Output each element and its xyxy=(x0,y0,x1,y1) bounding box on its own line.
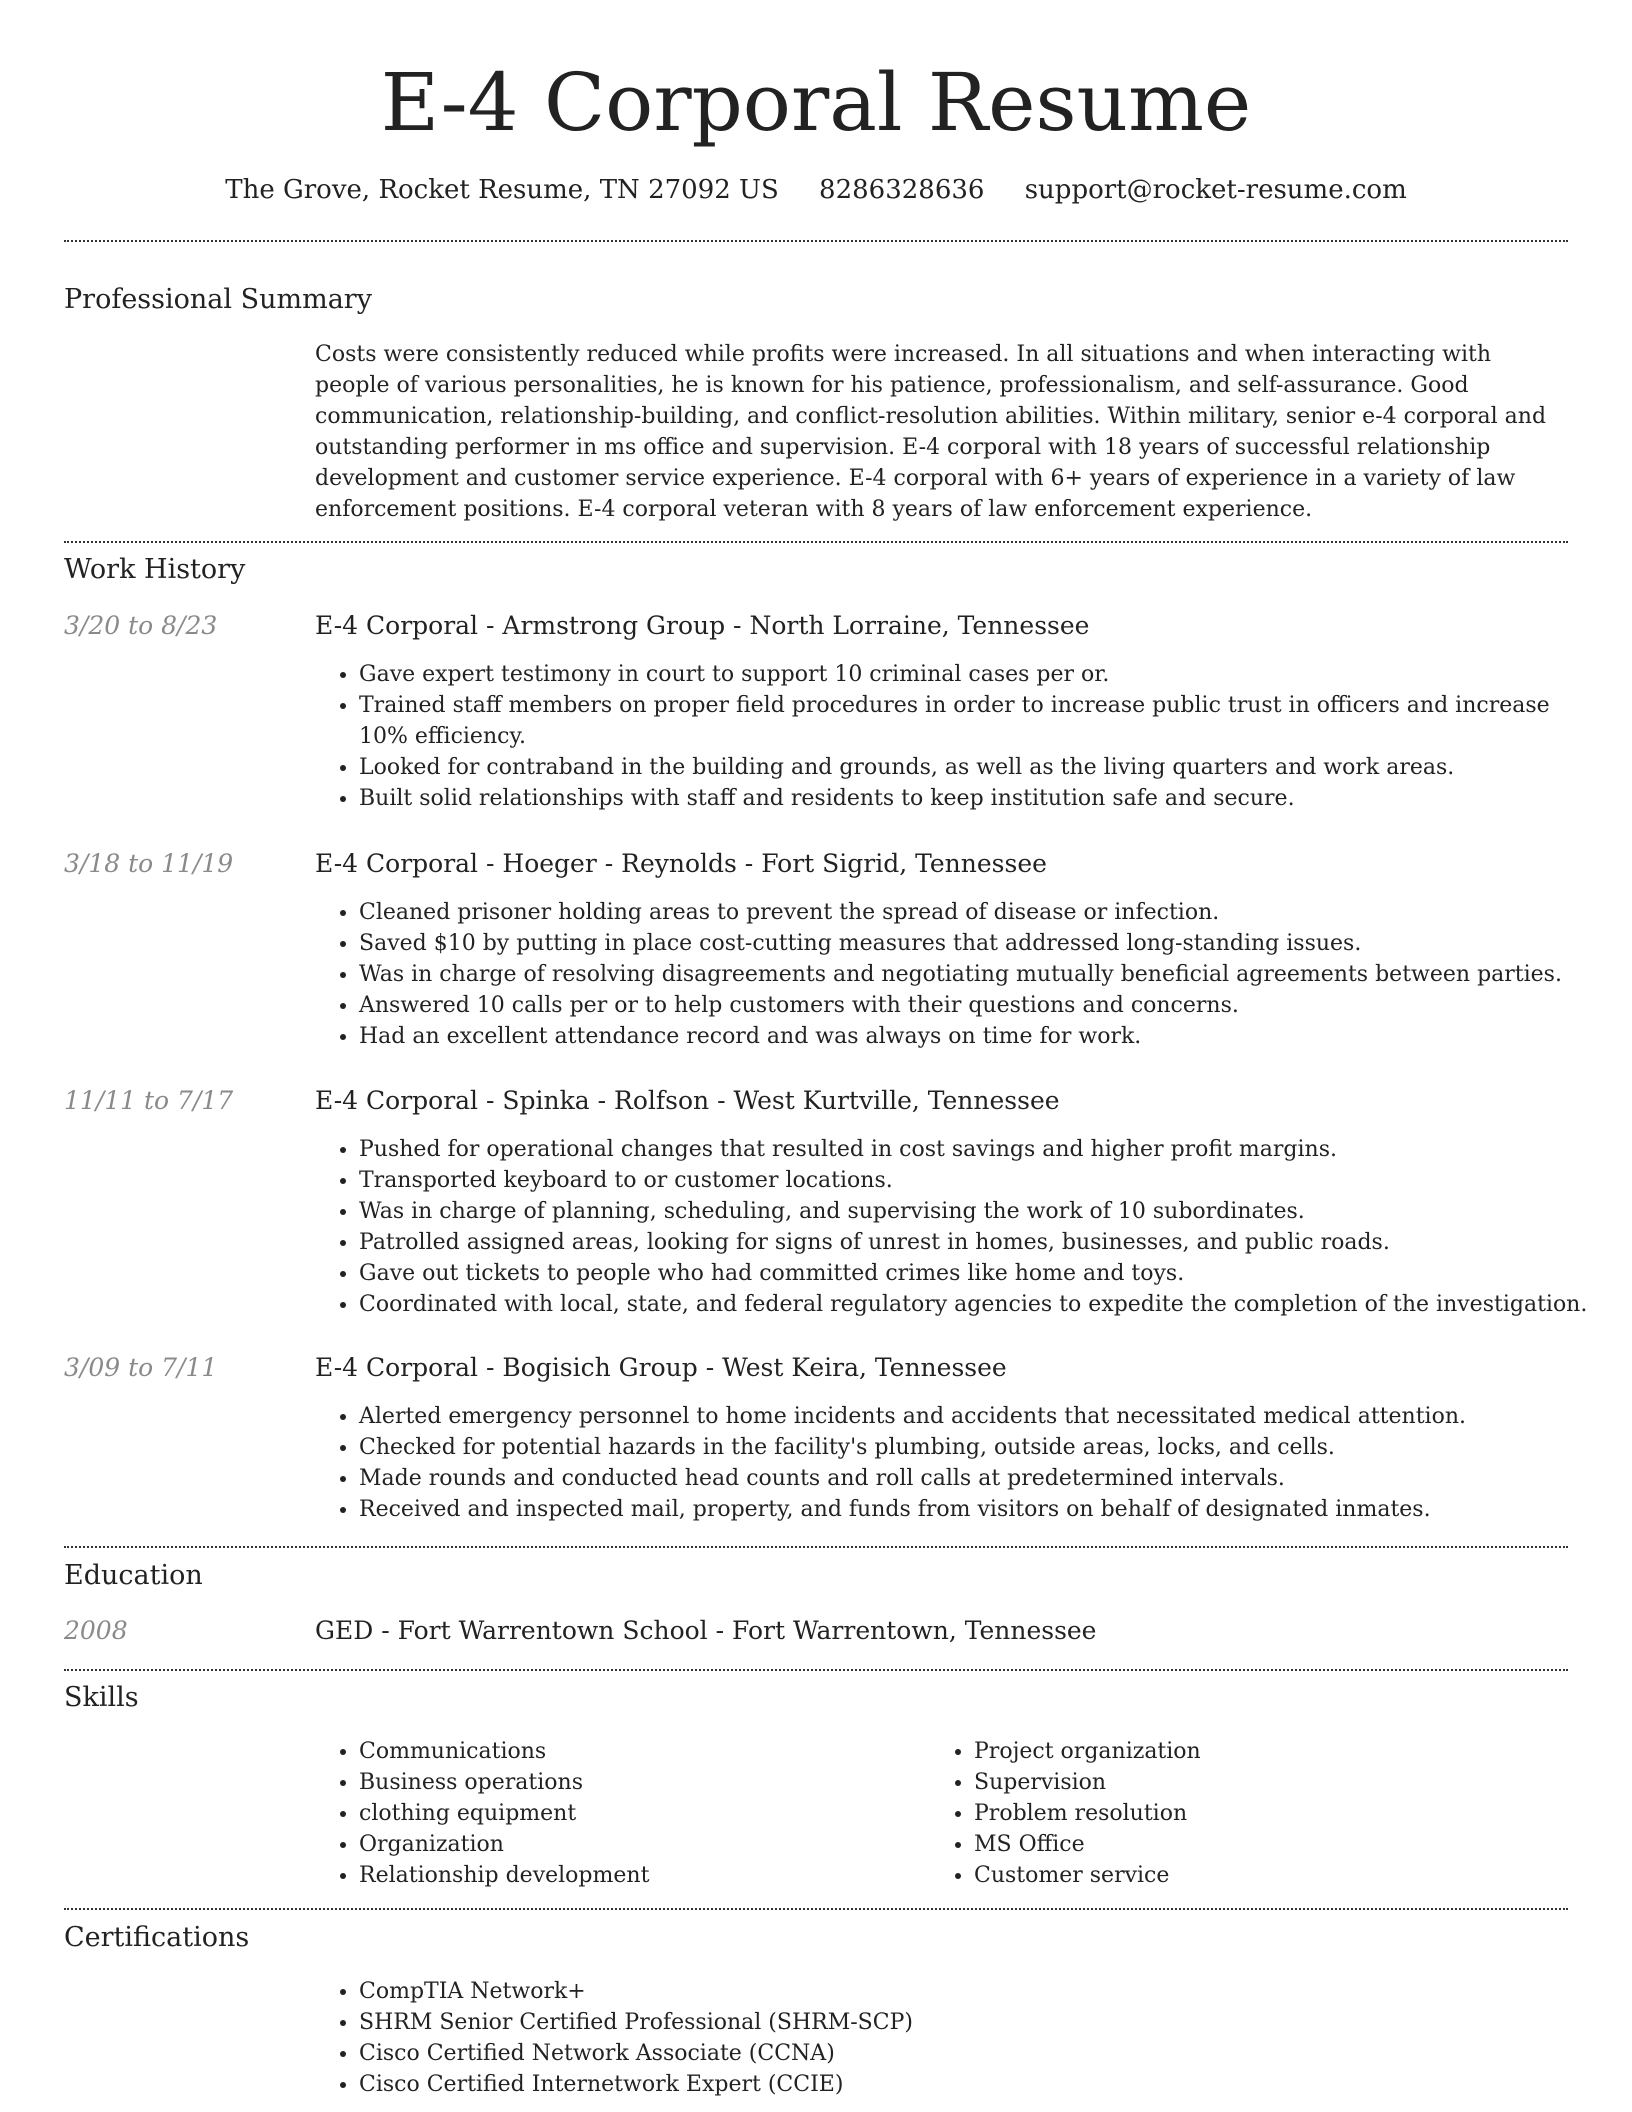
certification-item: • CompTIA Network+ xyxy=(359,1976,1599,2007)
job-bullet: • Had an excellent attendance record and was always on time for work. xyxy=(359,1021,1599,1052)
skill-item: • Problem resolution xyxy=(974,1798,1534,1829)
job-title: E-4 Corporal - Spinka - Rolfson - West Kurtville, Tennessee xyxy=(315,1086,1060,1115)
education-heading: Education xyxy=(64,1560,203,1591)
job-title: E-4 Corporal - Armstrong Group - North Lorraine, Tennessee xyxy=(315,611,1090,640)
certifications-list xyxy=(315,1976,1599,2100)
job-bullet: • Received and inspected mail, property, and funds from visitors on behalf of designated inmates. xyxy=(359,1494,1599,1525)
job-bullets xyxy=(315,1401,1599,1525)
skills-list-left xyxy=(315,1736,919,1891)
skill-item: • Communications xyxy=(359,1736,919,1767)
job-bullet: • Gave expert testimony in court to support 10 criminal cases per or. xyxy=(359,659,1599,690)
skill-item: • Customer service xyxy=(974,1860,1534,1891)
job-bullet: • Transported keyboard to or customer locations. xyxy=(359,1165,1599,1196)
section-divider xyxy=(64,1546,1568,1548)
skill-item: • MS Office xyxy=(974,1829,1534,1860)
job-bullets xyxy=(315,897,1599,1052)
section-divider xyxy=(64,1669,1568,1671)
section-divider xyxy=(64,240,1568,242)
skills-list-right xyxy=(930,1736,1534,1891)
job-dates: 3/09 to 7/11 xyxy=(64,1353,218,1382)
job-bullet: • Answered 10 calls per or to help customers with their questions and concerns. xyxy=(359,990,1599,1021)
certification-item: • Cisco Certified Network Associate (CCNA) xyxy=(359,2038,1599,2069)
education-title: GED - Fort Warrentown School - Fort Warrentown, Tennessee xyxy=(315,1616,1097,1645)
work-history-heading: Work History xyxy=(64,554,246,585)
contact-email: support@rocket-resume.com xyxy=(1024,175,1407,205)
section-divider xyxy=(64,541,1568,543)
section-divider xyxy=(64,1908,1568,1910)
contact-phone: 8286328636 xyxy=(819,175,985,205)
job-title: E-4 Corporal - Bogisich Group - West Keira, Tennessee xyxy=(315,1353,1007,1382)
contact-line xyxy=(0,170,1632,210)
skill-item: • Business operations xyxy=(359,1767,919,1798)
certification-item: • SHRM Senior Certified Professional (SHRM-SCP) xyxy=(359,2007,1599,2038)
job-bullet: • Trained staff members on proper field procedures in order to increase public trust in officers and increase 10% efficiency. xyxy=(359,690,1599,752)
job-dates: 3/20 to 8/23 xyxy=(64,611,218,640)
contact-address: The Grove, Rocket Resume, TN 27092 US xyxy=(225,175,779,205)
skills-heading: Skills xyxy=(64,1682,139,1713)
job-bullet: • Looked for contraband in the building and grounds, as well as the living quarters and work areas. xyxy=(359,752,1599,783)
skill-item: • clothing equipment xyxy=(359,1798,919,1829)
job-dates: 3/18 to 11/19 xyxy=(64,849,234,878)
skill-item: • Organization xyxy=(359,1829,919,1860)
job-bullet: • Built solid relationships with staff and residents to keep institution safe and secure. xyxy=(359,783,1599,814)
summary-text: Costs were consistently reduced while profits were increased. In all situations and when interacting with people of various personalities, he is known for his patience, professionalism, and self-assurance. Good communication, relationship-building, and conflict-resolution abilities. Within military, senior e-4 corporal and outstanding performer in ms office and supervision. E-4 corporal with 18 years of successful relationship development and customer service experience. E-4 corporal with 6+ years of experience in a variety of law enforcement positions. E-4 corporal veteran with 8 years of law enforcement experience. xyxy=(315,342,1547,522)
resume-title: E-4 Corporal Resume xyxy=(380,56,1252,149)
job-bullet: • Cleaned prisoner holding areas to prevent the spread of disease or infection. xyxy=(359,897,1599,928)
job-bullet: • Was in charge of resolving disagreements and negotiating mutually beneficial agreements between parties. xyxy=(359,959,1599,990)
skill-item: • Supervision xyxy=(974,1767,1534,1798)
skill-item: • Relationship development xyxy=(359,1860,919,1891)
job-title: E-4 Corporal - Hoeger - Reynolds - Fort Sigrid, Tennessee xyxy=(315,849,1047,878)
job-bullet: • Pushed for operational changes that resulted in cost savings and higher profit margins. xyxy=(359,1134,1599,1165)
job-bullet: • Patrolled assigned areas, looking for signs of unrest in homes, businesses, and public roads. xyxy=(359,1227,1599,1258)
summary-heading: Professional Summary xyxy=(64,284,372,315)
certification-item: • Cisco Certified Internetwork Expert (CCIE) xyxy=(359,2069,1599,2100)
certifications-heading: Certifications xyxy=(64,1922,250,1953)
job-bullet: • Was in charge of planning, scheduling, and supervising the work of 10 subordinates. xyxy=(359,1196,1599,1227)
job-bullets xyxy=(315,1134,1599,1320)
job-bullet: • Checked for potential hazards in the facility's plumbing, outside areas, locks, and cells. xyxy=(359,1432,1599,1463)
job-bullet: • Alerted emergency personnel to home incidents and accidents that necessitated medical attention. xyxy=(359,1401,1599,1432)
job-bullets xyxy=(315,659,1599,814)
job-bullet: • Made rounds and conducted head counts and roll calls at predetermined intervals. xyxy=(359,1463,1599,1494)
job-bullet: • Saved $10 by putting in place cost-cutting measures that addressed long-standing issues. xyxy=(359,928,1599,959)
job-bullet: • Coordinated with local, state, and federal regulatory agencies to expedite the completion of the investigation. xyxy=(359,1289,1599,1320)
education-year: 2008 xyxy=(64,1616,128,1645)
job-dates: 11/11 to 7/17 xyxy=(64,1086,234,1115)
skill-item: • Project organization xyxy=(974,1736,1534,1767)
job-bullet: • Gave out tickets to people who had committed crimes like home and toys. xyxy=(359,1258,1599,1289)
